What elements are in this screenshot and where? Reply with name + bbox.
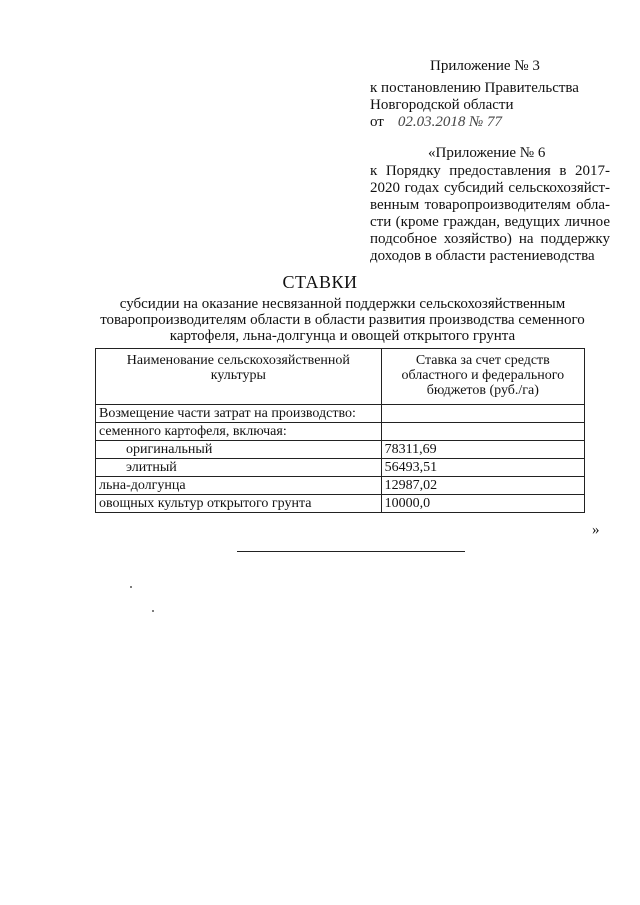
- row-name: оригинальный: [96, 441, 382, 459]
- decree-line-1: к постановлению Правительства: [370, 80, 579, 96]
- table-row: [96, 405, 585, 423]
- row-value: 78311,69: [381, 441, 584, 459]
- table-row: [96, 495, 585, 513]
- document-subtitle: субсидии на оказание несвязанной поддержки сельскохозяйственным товаропроизводителям области в области развития производства семенного картофеля, льна-долгунца и овощей открытого грунта: [100, 296, 585, 344]
- decree-date: 02.03.2018 № 77: [397, 114, 503, 130]
- table-header-row: [96, 349, 585, 405]
- row-name: Возмещение части затрат на производство:: [96, 405, 382, 423]
- sub-annex-number: «Приложение № 6: [428, 145, 546, 161]
- date-prefix: от: [370, 114, 384, 130]
- decree-date-line: [370, 114, 620, 131]
- row-name: льна-долгунца: [96, 477, 382, 495]
- header-rate: Ставка за счет средств областного и федерального бюджетов (руб./га): [381, 349, 584, 405]
- document-title: СТАВКИ: [282, 272, 358, 292]
- table-row: [96, 423, 585, 441]
- scan-speck: [152, 610, 154, 612]
- scan-speck: [130, 586, 132, 588]
- decree-line-2: Новгородской области: [370, 97, 514, 113]
- row-name: элитный: [96, 459, 382, 477]
- end-separator-line: [237, 551, 465, 552]
- closing-quote-mark: »: [592, 522, 600, 538]
- table-row: [96, 459, 585, 477]
- row-name: овощных культур открытого грунта: [96, 495, 382, 513]
- row-value: 12987,02: [381, 477, 584, 495]
- header-crop-name: Наименование сельскохозяйственной культуры: [96, 349, 382, 405]
- row-value: [381, 423, 584, 441]
- annex-number: Приложение № 3: [430, 58, 540, 74]
- table-row: [96, 441, 585, 459]
- row-value: 10000,0: [381, 495, 584, 513]
- row-value: [381, 405, 584, 423]
- row-value: 56493,51: [381, 459, 584, 477]
- row-name: семенного картофеля, включая:: [96, 423, 382, 441]
- rates-table: [95, 348, 585, 513]
- table-row: [96, 477, 585, 495]
- order-reference: к Порядку предоставления в 2017-2020 годах субсидий сельскохозяйст-венным товаропроизводителям обла-сти (кроме граждан, ведущих личное подсобное хозяйство) на поддержку доходов в области растениеводства: [370, 163, 610, 264]
- decree-reference: [370, 80, 620, 131]
